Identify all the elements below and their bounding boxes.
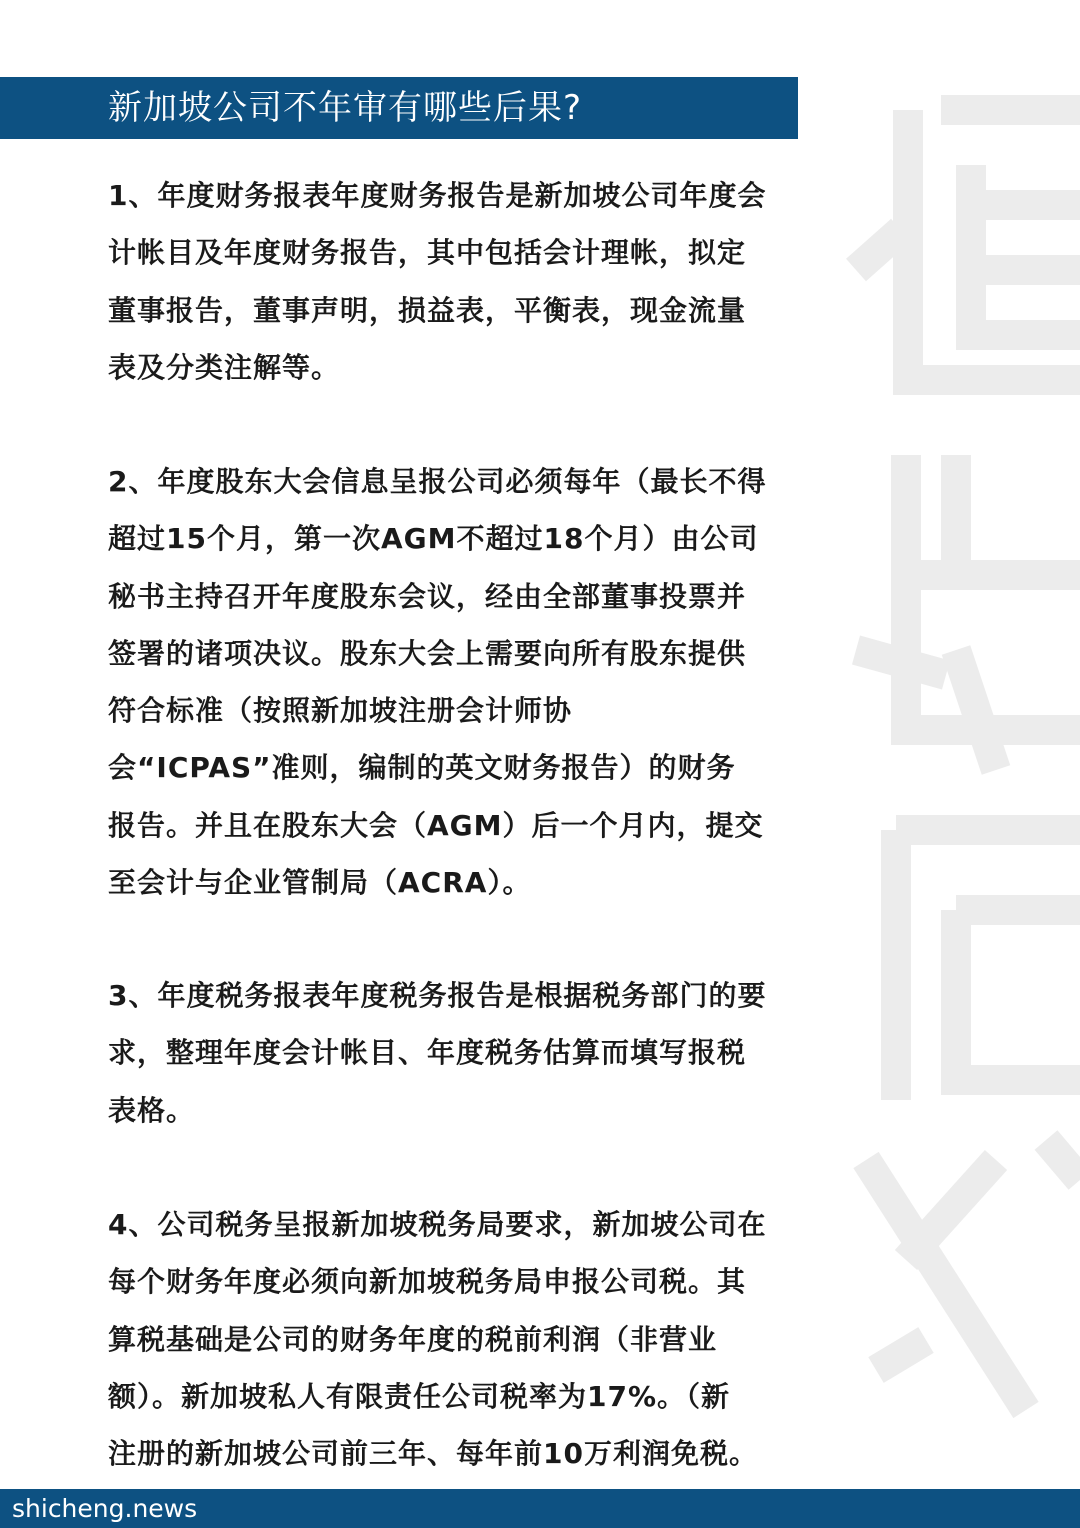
footer-bar bbox=[0, 1489, 1080, 1528]
paragraph-line: 3、年度税务报表年度税务报告是根据税务部门的要 bbox=[108, 979, 767, 1012]
paragraph-line: 至会计与企业管制局（ACRA）。 bbox=[108, 866, 532, 900]
paragraph-line: 董事报告，董事声明，损益表，平衡表，现金流量 bbox=[108, 293, 747, 327]
header-bar bbox=[0, 77, 798, 139]
footer-brand-watermark: shicheng.news bbox=[12, 1494, 198, 1523]
paragraph-line: 额）。新加坡私人有限责任公司税率为17%。（新 bbox=[108, 1379, 731, 1413]
paragraph-line: 超过15个月，第一次AGM不超过18个月）由公司 bbox=[108, 522, 759, 556]
paragraph-line: 符合标准（按照新加坡注册会计师协 bbox=[108, 694, 573, 728]
paragraph-line: 表格。 bbox=[108, 1093, 196, 1127]
paragraph-line: 计帐目及年度财务报告，其中包括会计理帐，拟定 bbox=[108, 236, 747, 270]
page-title: 新加坡公司不年审有哪些后果? bbox=[108, 88, 583, 128]
paragraph-line: 报告。并且在股东大会（AGM）后一个月内，提交 bbox=[108, 808, 764, 842]
paragraph-line: 注册的新加坡公司前三年、每年前10万利润免税。 bbox=[108, 1437, 758, 1471]
background-watermark-glyphs bbox=[846, 70, 1080, 1480]
section-annual-general-meeting bbox=[108, 453, 773, 911]
paragraph-line: 求，整理年度会计帐目、年度税务估算而填写报税 bbox=[108, 1036, 747, 1070]
paragraph-line: 算税基础是公司的财务年度的税前利润（非营业 bbox=[108, 1322, 718, 1356]
paragraph-line: 4、公司税务呈报新加坡税务局要求，新加坡公司在 bbox=[108, 1208, 767, 1241]
paragraph-line: 2、年度股东大会信息呈报公司必须每年（最长不得 bbox=[108, 465, 767, 498]
section-annual-financial-statements bbox=[108, 167, 773, 396]
paragraph-line: 表及分类注解等。 bbox=[108, 350, 341, 384]
paragraph-line: 秘书主持召开年度股东会议，经由全部董事投票并 bbox=[108, 579, 747, 613]
section-corporate-tax-filing bbox=[108, 1196, 773, 1482]
paragraph-line: 会“ICPAS”准则，编制的英文财务报告）的财务 bbox=[108, 751, 736, 785]
paragraph-line: 1、年度财务报表年度财务报告是新加坡公司年度会 bbox=[108, 179, 767, 212]
paragraph-line: 签署的诸项决议。股东大会上需要向所有股东提供 bbox=[108, 636, 747, 670]
section-annual-tax-return bbox=[108, 967, 773, 1139]
paragraph-line: 每个财务年度必须向新加坡税务局申报公司税。其 bbox=[108, 1265, 747, 1299]
